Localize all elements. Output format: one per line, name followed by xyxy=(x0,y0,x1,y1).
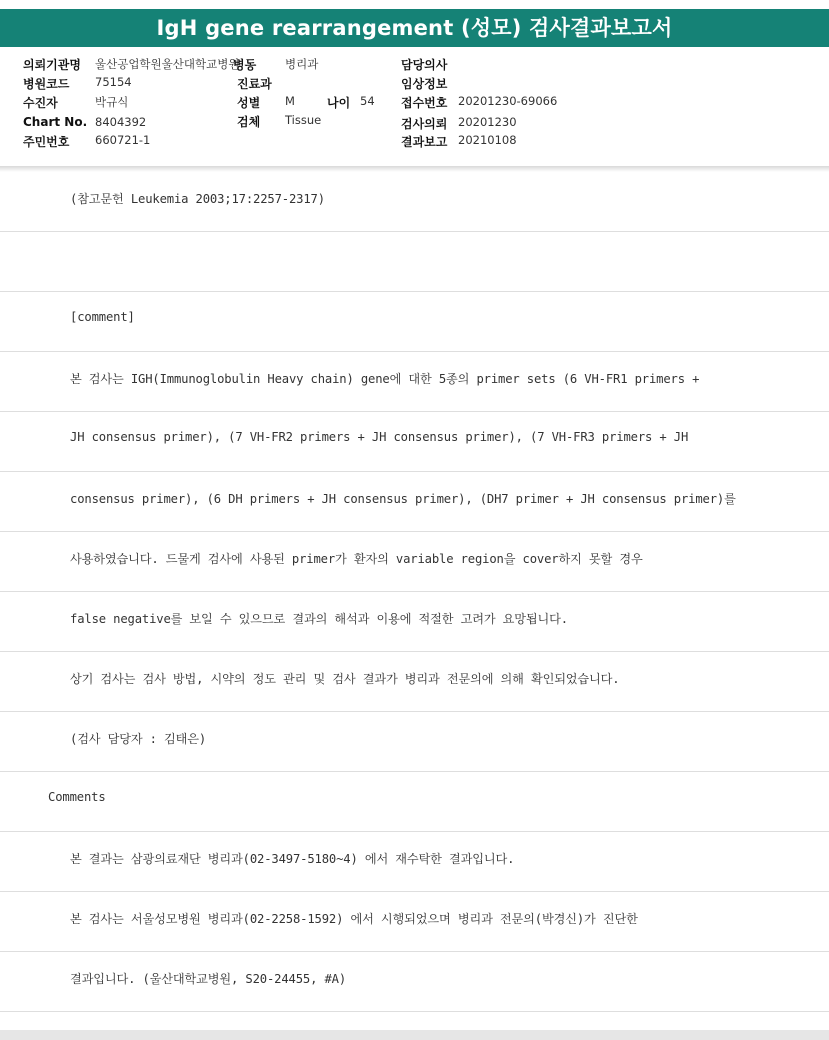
report-title: IgH gene rearrangement (성모) 검사결과보고서 xyxy=(0,9,829,47)
value-receipt-no: 20201230-69066 xyxy=(458,94,558,108)
value-request-date: 20201230 xyxy=(458,115,517,129)
body-line xyxy=(0,832,829,892)
label-doctor: 담당의사 xyxy=(401,58,448,72)
body-line xyxy=(0,292,829,352)
label-specimen: 검체 xyxy=(237,115,261,129)
body-line-text: false negative를 보일 수 있으므로 결과의 해석과 이용에 적절한 고려가 요망됩니다. xyxy=(70,612,568,626)
body-line-text: 사용하였습니다. 드물게 검사에 사용된 primer가 환자의 variable region을 cover하지 못할 경우 xyxy=(70,552,643,566)
value-chart-no: 8404392 xyxy=(95,115,147,129)
label-patient: 수진자 xyxy=(23,96,58,110)
body-line-text: 결과입니다. (울산대학교병원, S20-24455, #A) xyxy=(70,972,347,986)
body-line xyxy=(0,172,829,232)
body-line-text: 본 결과는 삼광의료재단 병리과(02-3497-5180~4) 에서 재수탁한 결과입니다. xyxy=(70,852,515,866)
value-ward: 병리과 xyxy=(285,57,319,71)
comments-heading-row xyxy=(0,772,829,832)
value-patient: 박규식 xyxy=(95,95,129,109)
body-line-text: (검사 담당자 : 김태은) xyxy=(70,732,207,746)
label-resident-no: 주민번호 xyxy=(23,135,70,149)
value-age: 54 xyxy=(360,94,375,108)
label-chart-no: Chart No. xyxy=(23,115,88,129)
body-line xyxy=(0,892,829,952)
body-line xyxy=(0,592,829,652)
value-hospital-code: 75154 xyxy=(95,75,132,89)
bottom-scroll-strip xyxy=(0,1030,829,1040)
body-line-text: (참고문헌 Leukemia 2003;17:2257-2317) xyxy=(70,192,325,206)
body-line xyxy=(0,412,829,472)
value-report-date: 20210108 xyxy=(458,133,517,147)
label-receipt-no: 접수번호 xyxy=(401,96,448,110)
label-hospital-code: 병원코드 xyxy=(23,77,70,91)
label-sex: 성별 xyxy=(237,96,261,110)
label-request-date: 검사의뢰 xyxy=(401,117,448,131)
body-line xyxy=(0,712,829,772)
label-age: 나이 xyxy=(327,96,351,110)
label-report-date: 결과보고 xyxy=(401,135,448,149)
label-department: 진료과 xyxy=(237,77,272,91)
body-line-text: JH consensus primer), (7 VH-FR2 primers + JH consensus primer), (7 VH-FR3 primers + JH xyxy=(70,430,689,444)
label-institution: 의뢰기관명 xyxy=(23,58,81,72)
body-line xyxy=(0,352,829,412)
report-body xyxy=(0,172,829,1012)
value-sex: M xyxy=(285,94,295,108)
value-specimen: Tissue xyxy=(285,113,322,127)
body-line xyxy=(0,532,829,592)
body-line xyxy=(0,472,829,532)
label-clinical-info: 임상정보 xyxy=(401,77,448,91)
value-institution: 울산공업학원울산대학교병원 xyxy=(95,57,240,71)
body-line-text: 본 검사는 서울성모병원 병리과(02-2258-1592) 에서 시행되었으며 병리과 전문의(박경신)가 진단한 xyxy=(70,912,638,926)
body-line-text: [comment] xyxy=(70,310,135,324)
body-line-text: 본 검사는 IGH(Immunoglobulin Heavy chain) gene에 대한 5종의 primer sets (6 VH-FR1 primers + xyxy=(70,372,700,386)
comments-heading: Comments xyxy=(48,790,106,804)
body-line xyxy=(0,952,829,1012)
patient-info-panel xyxy=(0,48,829,167)
body-line-text: consensus primer), (6 DH primers + JH consensus primer), (DH7 primer + JH consensus primer)를 xyxy=(70,492,736,506)
body-line-text: 상기 검사는 검사 방법, 시약의 정도 관리 및 검사 결과가 병리과 전문의에 의해 확인되었습니다. xyxy=(70,672,620,686)
label-ward: 병동 xyxy=(233,58,257,72)
value-resident-no: 660721-1 xyxy=(95,133,151,147)
body-line xyxy=(0,652,829,712)
body-line xyxy=(0,232,829,292)
